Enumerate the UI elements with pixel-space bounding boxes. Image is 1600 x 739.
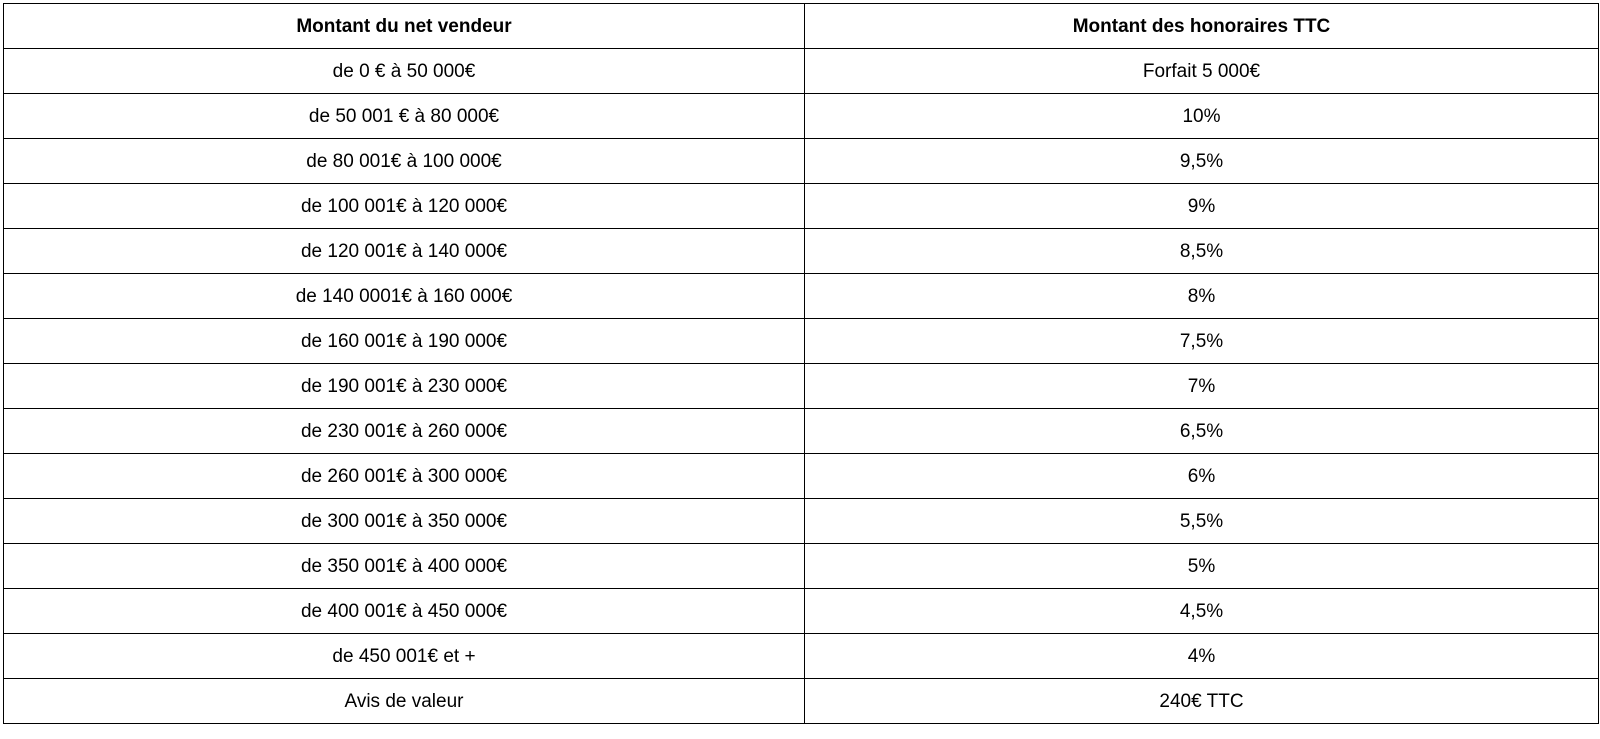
fee-cell: 6,5% xyxy=(805,409,1599,454)
fee-cell: 9% xyxy=(805,184,1599,229)
price-range-cell: de 260 001€ à 300 000€ xyxy=(4,454,805,499)
fee-cell: 240€ TTC xyxy=(805,679,1599,724)
table-row xyxy=(4,499,1599,544)
table-row xyxy=(4,319,1599,364)
fee-cell: 5,5% xyxy=(805,499,1599,544)
fee-cell: 9,5% xyxy=(805,139,1599,184)
table-row xyxy=(4,364,1599,409)
table-row xyxy=(4,544,1599,589)
price-range-cell: de 160 001€ à 190 000€ xyxy=(4,319,805,364)
fee-cell: 6% xyxy=(805,454,1599,499)
price-range-cell: de 120 001€ à 140 000€ xyxy=(4,229,805,274)
table-row xyxy=(4,49,1599,94)
fee-cell: 7% xyxy=(805,364,1599,409)
price-range-cell: de 80 001€ à 100 000€ xyxy=(4,139,805,184)
price-range-cell: de 140 0001€ à 160 000€ xyxy=(4,274,805,319)
table-row xyxy=(4,139,1599,184)
table-row xyxy=(4,409,1599,454)
price-range-cell: de 100 001€ à 120 000€ xyxy=(4,184,805,229)
price-range-cell: de 400 001€ à 450 000€ xyxy=(4,589,805,634)
table-row xyxy=(4,679,1599,724)
fee-schedule-table xyxy=(3,3,1599,724)
price-range-cell: de 50 001 € à 80 000€ xyxy=(4,94,805,139)
table-row xyxy=(4,634,1599,679)
fee-cell: 8% xyxy=(805,274,1599,319)
fee-cell: 7,5% xyxy=(805,319,1599,364)
table-row xyxy=(4,454,1599,499)
fee-cell: 5% xyxy=(805,544,1599,589)
price-range-cell: de 190 001€ à 230 000€ xyxy=(4,364,805,409)
price-range-cell: Avis de valeur xyxy=(4,679,805,724)
table-row xyxy=(4,589,1599,634)
header-net-seller-amount: Montant du net vendeur xyxy=(4,4,805,49)
table-header-row xyxy=(4,4,1599,49)
fee-cell: 4,5% xyxy=(805,589,1599,634)
price-range-cell: de 450 001€ et + xyxy=(4,634,805,679)
price-range-cell: de 230 001€ à 260 000€ xyxy=(4,409,805,454)
fee-cell: 4% xyxy=(805,634,1599,679)
price-range-cell: de 350 001€ à 400 000€ xyxy=(4,544,805,589)
table-row xyxy=(4,229,1599,274)
fee-cell: 10% xyxy=(805,94,1599,139)
fee-cell: Forfait 5 000€ xyxy=(805,49,1599,94)
price-range-cell: de 0 € à 50 000€ xyxy=(4,49,805,94)
table-row xyxy=(4,184,1599,229)
price-range-cell: de 300 001€ à 350 000€ xyxy=(4,499,805,544)
table-row xyxy=(4,274,1599,319)
header-fees-ttc: Montant des honoraires TTC xyxy=(805,4,1599,49)
table-row xyxy=(4,94,1599,139)
fee-cell: 8,5% xyxy=(805,229,1599,274)
